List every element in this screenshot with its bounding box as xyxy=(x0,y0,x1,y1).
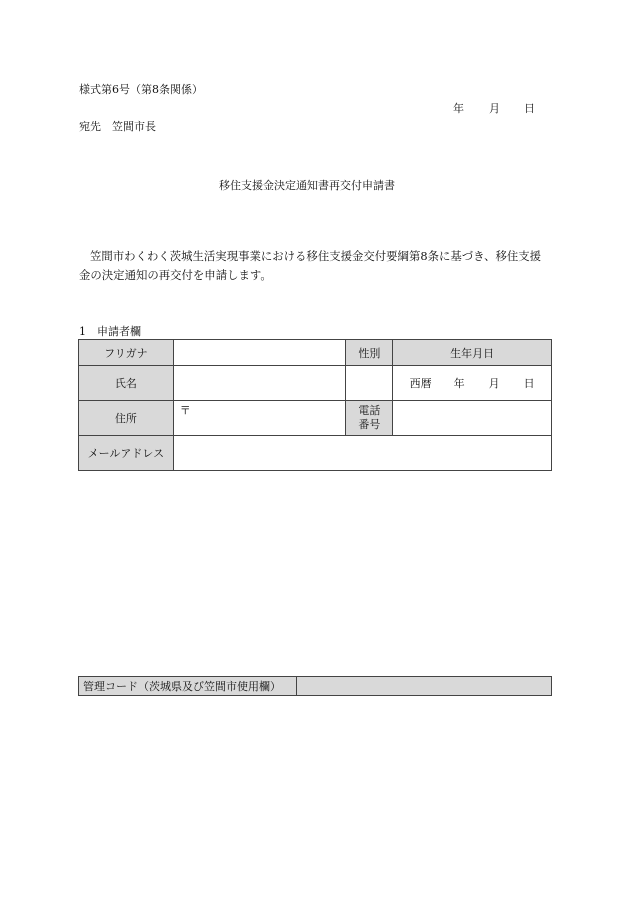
phone-label-line1: 電話 xyxy=(358,404,381,417)
body-line-2: 金の決定通知の再交付を申請します。 xyxy=(79,268,272,282)
gender-field[interactable] xyxy=(346,366,393,401)
admin-code-field xyxy=(297,677,552,696)
email-field[interactable] xyxy=(173,436,551,471)
address-field[interactable] xyxy=(173,401,346,436)
email-label: メールアドレス xyxy=(79,436,174,471)
section-heading: 1 申請者欄 xyxy=(79,325,141,338)
birth-year: 年 xyxy=(453,377,465,390)
admin-table xyxy=(78,676,552,696)
admin-code-label: 管理コード（茨城県及び笠間市使用欄） xyxy=(79,677,297,696)
addressee: 宛先 笠間市長 xyxy=(79,120,156,133)
phone-label-line2: 番号 xyxy=(358,418,381,431)
body-line-1: 笠間市わくわく茨城生活実現事業における移住支援金交付要綱第8条に基づき、移住支援 xyxy=(90,249,542,263)
birth-day: 日 xyxy=(523,377,535,390)
date-year: 年 xyxy=(453,102,464,115)
postal-mark: 〒 xyxy=(179,404,191,417)
birthdate-label: 生年月日 xyxy=(393,340,552,366)
applicant-table xyxy=(78,339,552,471)
gender-label: 性別 xyxy=(346,340,393,366)
furigana-field[interactable] xyxy=(173,340,346,366)
furigana-label: フリガナ xyxy=(79,340,174,366)
birthdate-field[interactable] xyxy=(393,366,552,401)
name-field[interactable] xyxy=(173,366,346,401)
phone-field[interactable] xyxy=(393,401,552,436)
address-label: 住所 xyxy=(79,401,174,436)
date-month: 月 xyxy=(489,102,500,115)
birth-era: 西暦 xyxy=(409,377,432,390)
phone-label xyxy=(346,401,393,436)
form-number: 様式第6号（第8条関係） xyxy=(79,83,203,96)
birth-month: 月 xyxy=(488,377,500,390)
document-title: 移住支援金決定通知書再交付申請書 xyxy=(219,179,395,192)
name-label: 氏名 xyxy=(79,366,174,401)
date-day: 日 xyxy=(524,102,535,115)
